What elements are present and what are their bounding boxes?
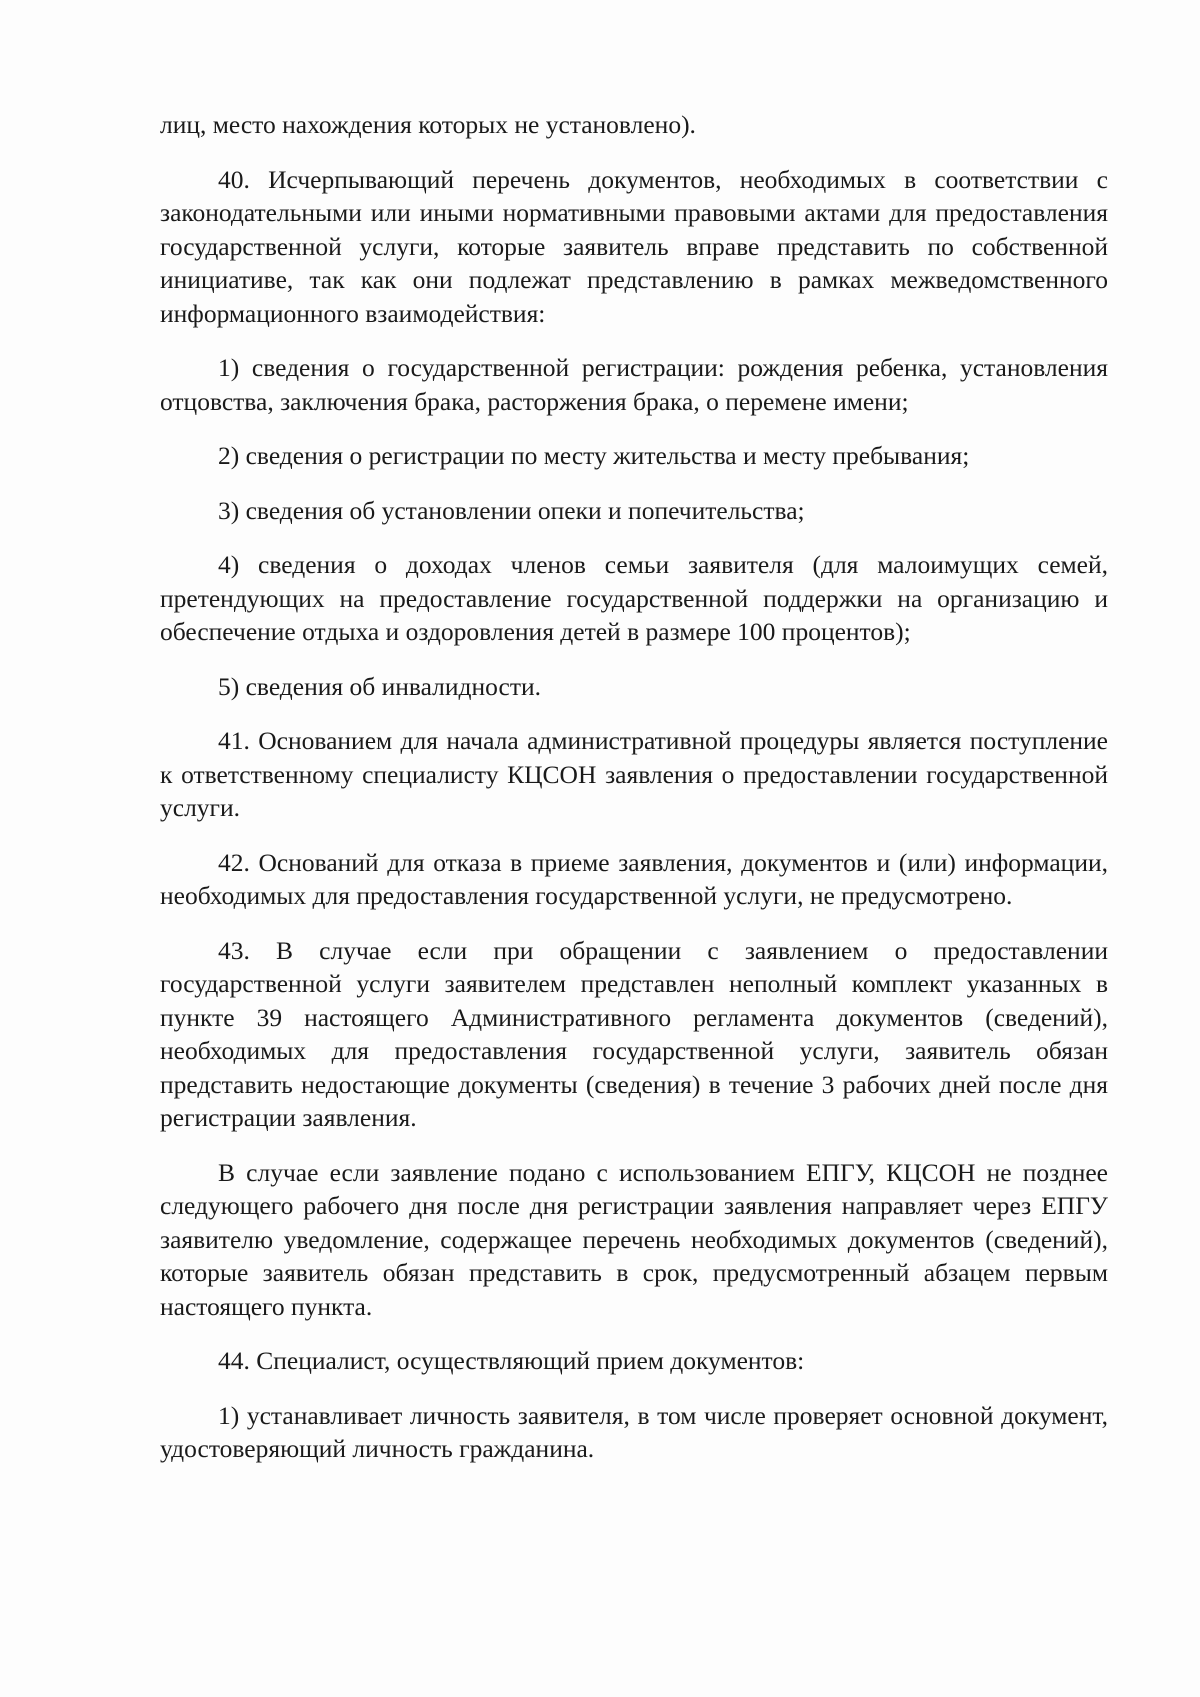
paragraph-41: 41. Основанием для начала административной процедуры является поступление к ответственному специалисту КЦСОН заявления о предоставлении государственной услуги. [160, 726, 1108, 822]
paragraph-44: 44. Специалист, осуществляющий прием документов: [218, 1346, 805, 1375]
paragraph-continuation: лиц, место нахождения которых не установлено). [160, 110, 696, 139]
list-item-44-1: 1) устанавливает личность заявителя, в том числе проверяет основной документ, удостоверяющий личность гражданина. [160, 1400, 1108, 1463]
paragraph-43-second: В случае если заявление подано с использованием ЕПГУ, КЦСОН не позднее следующего рабочего дня после дня регистрации заявления направляет через ЕПГУ заявителю уведомление, содержащее перечень необходимых документов (сведений), которые заявитель обязан представить в срок, предусмотренный абзацем первым настоящего пункта. [160, 1157, 1108, 1321]
list-item-40-3: 3) сведения об установлении опеки и попечительства; [218, 495, 805, 525]
paragraph-43: 43. В случае если при обращении с заявлением о предоставлении государственной услуги заявителем представлен неполный комплект указанных в пункте 39 настоящего Административного регламента документов (сведений), необходимых для предоставления государственной услуги, заявитель обязан представить недостающие документы (сведения) в течение 3 рабочих дней после дня регистрации заявления. [160, 935, 1108, 1132]
paragraph-42: 42. Оснований для отказа в приеме заявления, документов и (или) информации, необходимых для предоставления государственной услуги, не предусмотрено. [160, 847, 1108, 910]
list-item-40-5: 5) сведения об инвалидности. [218, 671, 541, 701]
document-body [160, 108, 1108, 1487]
list-item-40-1: 1) сведения о государственной регистрации: рождения ребенка, установления отцовства, заключения брака, расторжения брака, о перемене имени; [160, 353, 1108, 416]
list-item-40-2: 2) сведения о регистрации по месту жительства и месту пребывания; [218, 441, 970, 470]
list-item-40-4: 4) сведения о доходах членов семьи заявителя (для малоимущих семей, претендующих на предоставление государственной поддержки на организацию и обеспечение отдыха и оздоровления детей в размере 100 процентов); [160, 550, 1108, 646]
paragraph-40: 40. Исчерпывающий перечень документов, необходимых в соответствии с законодательными или иными нормативными правовыми актами для предоставления государственной услуги, которые заявитель вправе представить по собственной инициативе, так как они подлежат представлению в рамках межведомственного информационного взаимодействия: [160, 164, 1108, 328]
